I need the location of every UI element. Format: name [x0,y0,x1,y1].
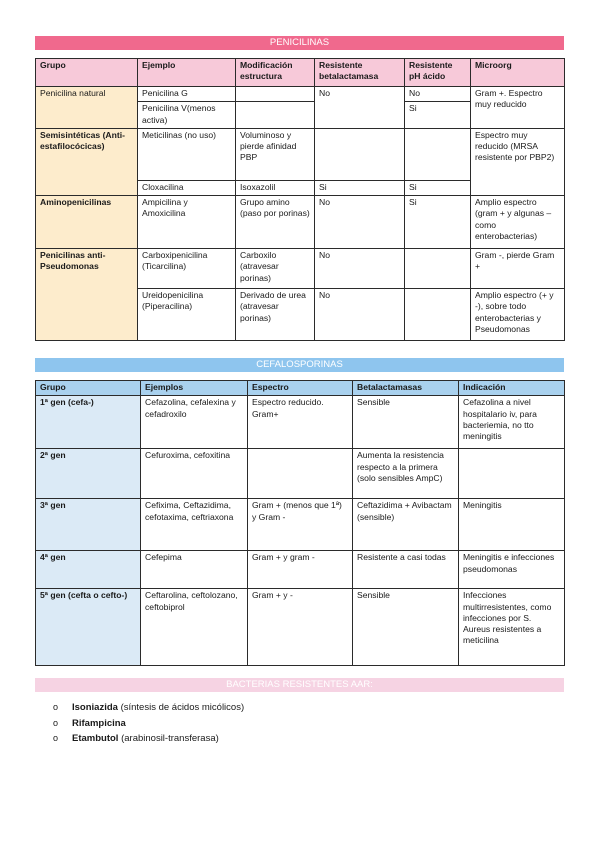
drug-detail: (arabinosil-transferasa) [118,733,219,744]
table-row [36,249,565,289]
drug-name: Etambutol [72,733,119,744]
col-header-grupo: Grupo [36,381,141,396]
cefalosporinas-title-band: CEFALOSPORINAS [35,358,564,372]
cell-ph [405,289,471,341]
table-header-row [36,381,565,396]
cell-betalactamasa: No [315,87,405,129]
list-item [53,700,244,716]
cell-modificacion: Voluminoso y pierde afinidad PBP [236,128,315,180]
col-header-betalactamasas: Betalactamasas [353,381,459,396]
group-cell: 3ª gen [36,499,141,551]
table-row [36,196,565,249]
group-cell: Penicilinas anti-Pseudomonas [36,249,138,341]
cell-espectro: Gram + y - [248,589,353,666]
col-header-indicacion: Indicación [459,381,565,396]
cell-microorg: Gram -, pierde Gram + [471,249,565,289]
cell-ph [405,249,471,289]
col-header-grupo: Grupo [36,59,138,87]
table-row [36,396,565,449]
group-cell: Penicilina natural [36,87,138,129]
cell-microorg: Amplio espectro (+ y -), sobre todo enterobacterias y Pseudomonas [471,289,565,341]
group-cell: Aminopenicilinas [36,196,138,249]
table-row [36,87,565,102]
group-cell: 1ª gen (cefa-) [36,396,141,449]
penicilinas-table [35,58,565,341]
cell-ph: Si [405,180,471,195]
cell-ejemplos: Cefepima [141,551,248,589]
cell-microorg: Amplio espectro (gram + y algunas – como enterobacterias) [471,196,565,249]
cell-ph: Si [405,196,471,249]
cell-indicacion: Meningitis [459,499,565,551]
col-header-ejemplo: Ejemplo [138,59,236,87]
table-row [36,449,565,499]
cell-modificacion [236,87,315,102]
table-row [36,499,565,551]
cell-microorg: Espectro muy reducido (MRSA resistente por PBP2) [471,128,565,195]
cell-ejemplo: Meticilinas (no uso) [138,128,236,180]
cell-ejemplo: Cloxacilina [138,180,236,195]
group-cell: 4ª gen [36,551,141,589]
col-header-espectro: Espectro [248,381,353,396]
table-row [36,128,565,180]
cell-modificacion: Derivado de urea (atravesar porinas) [236,289,315,341]
cell-indicacion: Meningitis e infecciones pseudomonas [459,551,565,589]
cell-ejemplo: Carboxipenicilina (Ticarcilina) [138,249,236,289]
cell-betalactamasa: No [315,196,405,249]
cell-indicacion: Cefazolina a nivel hospitalario iv, para bacteriemia, no tto meningitis [459,396,565,449]
cell-indicacion [459,449,565,499]
col-header-ph: Resistente pH ácido [405,59,471,87]
cell-betalactamasas: Sensible [353,396,459,449]
list-item [53,731,244,747]
table-header-row [36,59,565,87]
cell-betalactamasa: No [315,289,405,341]
cell-ejemplos: Cefixima, Ceftazidima, cefotaxima, ceftriaxona [141,499,248,551]
bullet-icon: o [53,733,59,743]
drug-name: Isoniazida [72,702,118,713]
cell-modificacion: Grupo amino (paso por porinas) [236,196,315,249]
cell-ejemplos: Ceftarolina, ceftolozano, ceftobiprol [141,589,248,666]
cell-betalactamasa: Si [315,180,405,195]
table-row [36,551,565,589]
cell-espectro: Espectro reducido. Gram+ [248,396,353,449]
col-header-modificacion: Modificación estructura [236,59,315,87]
cell-ph [405,128,471,180]
group-cell: Semisintéticas (Anti-estafilocócicas) [36,128,138,195]
cell-ph: No [405,87,471,102]
group-cell: 5ª gen (cefta o cefto-) [36,589,141,666]
cell-ejemplo: Penicilina V(menos activa) [138,102,236,129]
cell-betalactamasas: Aumenta la resistencia respecto a la primera (solo sensibles AmpC) [353,449,459,499]
cell-ejemplo: Penicilina G [138,87,236,102]
cell-ejemplo: Ureidopenicilina (Piperacilina) [138,289,236,341]
col-header-ejemplos: Ejemplos [141,381,248,396]
cell-modificacion: Carboxilo (atravesar porinas) [236,249,315,289]
cell-ejemplo: Ampicilina y Amoxicilina [138,196,236,249]
list-item [53,716,244,732]
bullet-icon: o [53,702,59,712]
cell-betalactamasas: Sensible [353,589,459,666]
col-header-microorg: Microorg [471,59,565,87]
drug-name: Rifampicina [72,717,126,729]
table-row [36,589,565,666]
cell-betalactamasas: Ceftazidima + Avibactam (sensible) [353,499,459,551]
aar-drug-list [53,700,244,747]
penicilinas-title-band: PENICILINAS [35,36,564,50]
cell-ejemplos: Cefazolina, cefalexina y cefadroxilo [141,396,248,449]
col-header-betalactamasa: Resistente betalactamasa [315,59,405,87]
cell-ejemplos: Cefuroxima, cefoxitina [141,449,248,499]
bullet-icon: o [53,717,59,728]
cell-espectro: Gram + y gram - [248,551,353,589]
drug-detail: (síntesis de ácidos micólicos) [117,702,245,713]
cell-betalactamasa [315,128,405,180]
cell-modificacion: Isoxazolil [236,180,315,195]
cell-betalactamasa: No [315,249,405,289]
group-cell: 2ª gen [36,449,141,499]
cell-betalactamasas: Resistente a casi todas [353,551,459,589]
cell-espectro [248,449,353,499]
cefalosporinas-table [35,380,565,666]
cell-microorg: Gram +. Espectro muy reducido [471,87,565,129]
cell-modificacion [236,102,315,129]
cell-ph: Si [405,102,471,129]
cell-espectro: Gram + (menos que 1ª) y Gram - [248,499,353,551]
cell-indicacion: Infecciones multirresistentes, como infecciones por S. Aureus resistentes a meticilina [459,589,565,666]
aar-title-band: BACTERIAS RESISTENTES AAR: [35,678,564,692]
